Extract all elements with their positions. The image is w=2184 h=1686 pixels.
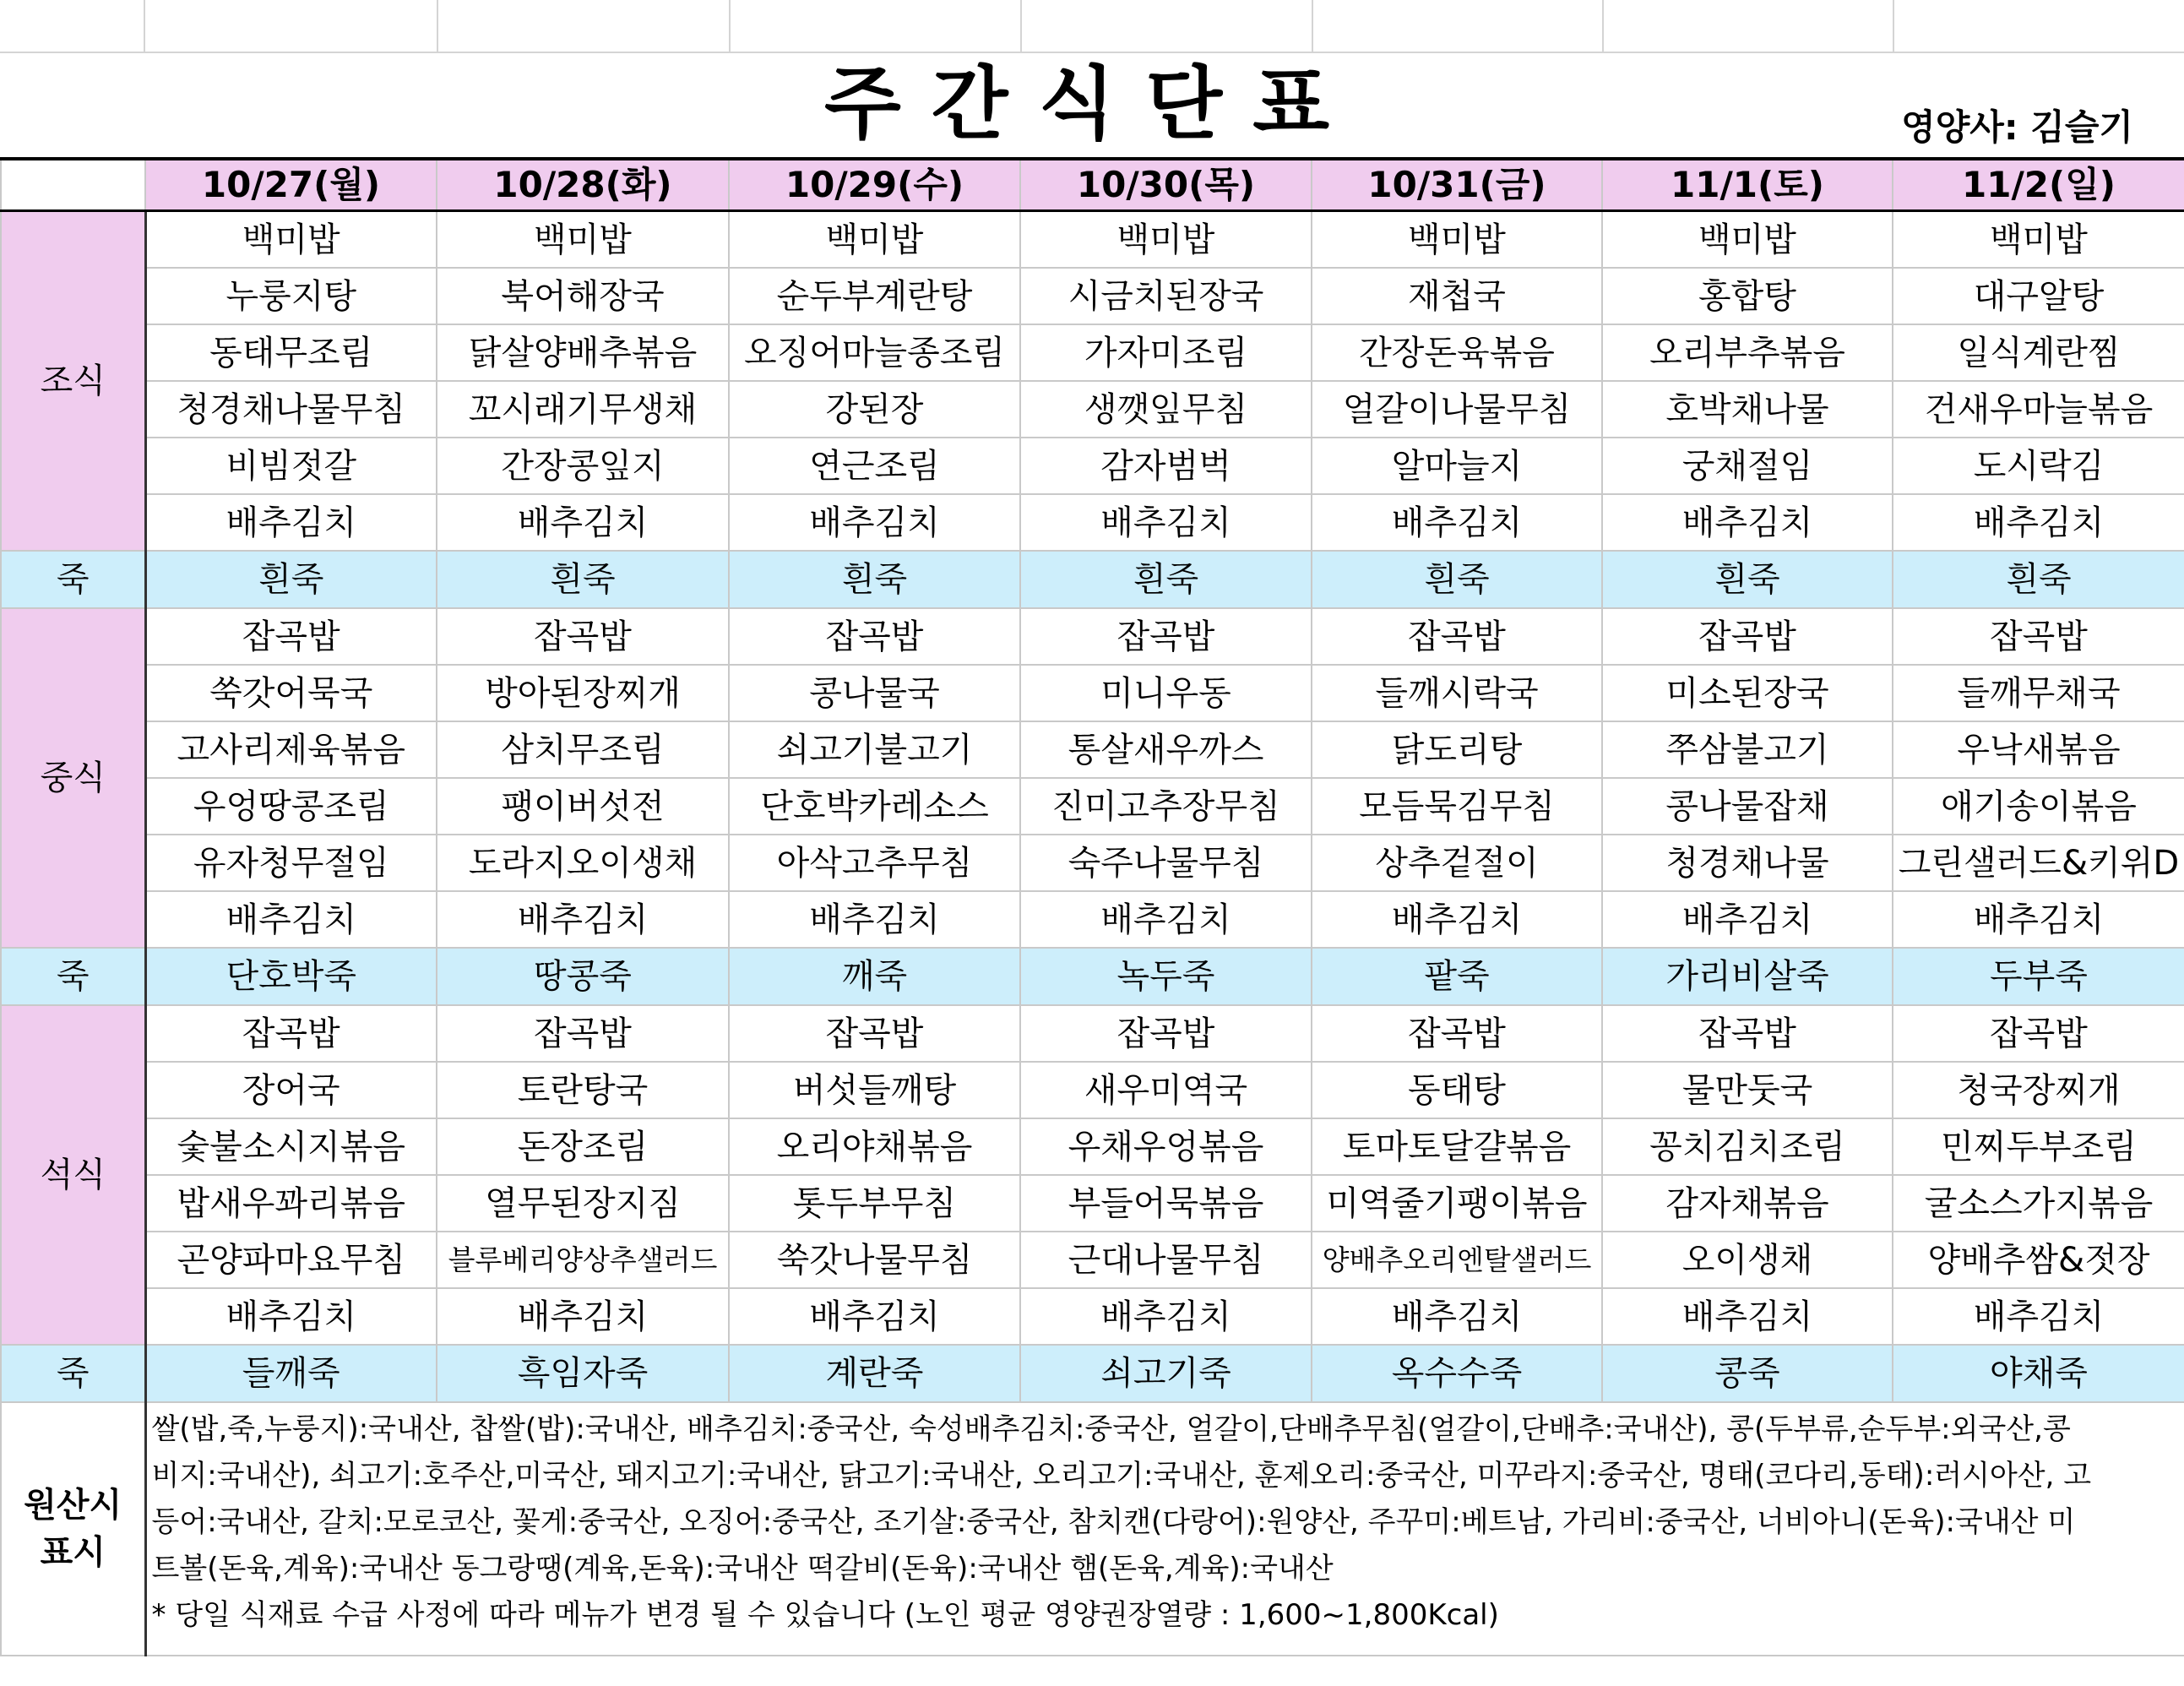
dinner-row <box>1 1232 2184 1288</box>
origin-label <box>1 1402 145 1656</box>
menu-item: 양배추쌈&젓장 <box>1893 1232 2184 1288</box>
menu-item: 닭도리탕 <box>1312 721 1602 778</box>
menu-item: 백미밥 <box>1312 211 1602 269</box>
dinner-juk-row <box>1 1345 2184 1402</box>
menu-item: 배추김치 <box>729 891 1020 948</box>
menu-item: 쑥갓나물무침 <box>729 1232 1020 1288</box>
menu-item: 청경채나물 <box>1602 835 1893 891</box>
menu-item: 백미밥 <box>729 211 1020 269</box>
menu-item: 유자청무절임 <box>145 835 437 891</box>
menu-item: 백미밥 <box>145 211 437 269</box>
origin-text <box>145 1402 2184 1656</box>
lunch-row <box>1 665 2184 721</box>
juk-item: 흰죽 <box>145 551 437 608</box>
menu-item: 재첩국 <box>1312 268 1602 324</box>
menu-item: 잡곡밥 <box>1602 1005 1893 1062</box>
menu-item: 숙주나물무침 <box>1020 835 1312 891</box>
menu-item: 방아된장찌개 <box>437 665 729 721</box>
menu-item: 잡곡밥 <box>1893 608 2184 665</box>
menu-item: 잡곡밥 <box>1020 608 1312 665</box>
menu-item: 잡곡밥 <box>1312 608 1602 665</box>
origin-label-line: 표시 <box>40 1533 106 1572</box>
lunch-row <box>1 835 2184 891</box>
menu-item: 시금치된장국 <box>1020 268 1312 324</box>
juk-item: 들깨죽 <box>145 1345 437 1402</box>
day-header: 10/31(금) <box>1312 159 1602 211</box>
menu-item: 배추김치 <box>1602 891 1893 948</box>
menu-item: 배추김치 <box>1312 891 1602 948</box>
menu-item: 버섯들깨탕 <box>729 1062 1020 1118</box>
menu-item: 양배추오리엔탈샐러드 <box>1312 1232 1602 1288</box>
juk-item: 계란죽 <box>729 1345 1020 1402</box>
menu-item: 백미밥 <box>1893 211 2184 269</box>
menu-item: 꼬시래기무생채 <box>437 381 729 438</box>
menu-item: 물만둣국 <box>1602 1062 1893 1118</box>
lunch-label: 중식 <box>1 608 145 948</box>
dinner-row <box>1 1288 2184 1345</box>
menu-item: 배추김치 <box>145 1288 437 1345</box>
menu-item: 근대나물무침 <box>1020 1232 1312 1288</box>
menu-item: 배추김치 <box>1893 891 2184 948</box>
menu-item: 통살새우까스 <box>1020 721 1312 778</box>
juk-item: 땅콩죽 <box>437 948 729 1005</box>
juk-item: 두부죽 <box>1893 948 2184 1005</box>
menu-item: 고사리제육볶음 <box>145 721 437 778</box>
menu-item: 배추김치 <box>437 891 729 948</box>
juk-item: 흑임자죽 <box>437 1345 729 1402</box>
juk-item: 가리비살죽 <box>1602 948 1893 1005</box>
page-title: 주간식단표 <box>823 58 1361 150</box>
menu-item: 토마토달걀볶음 <box>1312 1118 1602 1175</box>
menu-item: 호박채나물 <box>1602 381 1893 438</box>
menu-item: 일식계란찜 <box>1893 324 2184 381</box>
menu-item: 톳두부무침 <box>729 1175 1020 1232</box>
menu-item: 애기송이볶음 <box>1893 778 2184 835</box>
menu-item: 간장콩잎지 <box>437 438 729 494</box>
menu-item: 미니우동 <box>1020 665 1312 721</box>
menu-item: 얼갈이나물무침 <box>1312 381 1602 438</box>
menu-item: 꽁치김치조림 <box>1602 1118 1893 1175</box>
day-header: 11/2(일) <box>1893 159 2184 211</box>
menu-item: 모듬묵김무침 <box>1312 778 1602 835</box>
menu-item: 오이생채 <box>1602 1232 1893 1288</box>
menu-item: 동태무조림 <box>145 324 437 381</box>
menu-item: 청국장찌개 <box>1893 1062 2184 1118</box>
menu-item: 새우미역국 <box>1020 1062 1312 1118</box>
breakfast-label: 조식 <box>1 211 145 552</box>
origin-row <box>1 1402 2184 1656</box>
menu-item: 배추김치 <box>1602 494 1893 551</box>
lunch-juk-row <box>1 948 2184 1005</box>
menu-item: 백미밥 <box>437 211 729 269</box>
menu-item: 잡곡밥 <box>1312 1005 1602 1062</box>
menu-item: 배추김치 <box>1312 1288 1602 1345</box>
menu-item: 열무된장지짐 <box>437 1175 729 1232</box>
menu-item: 콩나물잡채 <box>1602 778 1893 835</box>
menu-item: 배추김치 <box>729 494 1020 551</box>
origin-line: 등어:국내산, 갈치:모로코산, 꽃게:중국산, 오징어:중국산, 조기살:중국산, 참치캔(다랑어):원양산, 주꾸미:베트남, 가리비:중국산, 너비아니(돈육):국내산 미 <box>151 1505 2076 1539</box>
menu-item: 잡곡밥 <box>145 1005 437 1062</box>
menu-item: 들깨무채국 <box>1893 665 2184 721</box>
menu-item: 미역줄기팽이볶음 <box>1312 1175 1602 1232</box>
menu-item: 돈장조림 <box>437 1118 729 1175</box>
juk-item: 흰죽 <box>1893 551 2184 608</box>
menu-item: 배추김치 <box>437 494 729 551</box>
corner-cell <box>1 159 145 211</box>
breakfast-juk-row <box>1 551 2184 608</box>
juk-item: 흰죽 <box>1020 551 1312 608</box>
juk-item: 깨죽 <box>729 948 1020 1005</box>
menu-item: 숯불소시지볶음 <box>145 1118 437 1175</box>
dinner-row <box>1 1175 2184 1232</box>
dinner-row <box>1 1118 2184 1175</box>
menu-item: 그린샐러드&키위D <box>1893 835 2184 891</box>
menu-item: 가자미조림 <box>1020 324 1312 381</box>
menu-item: 삼치무조림 <box>437 721 729 778</box>
weekly-menu-table <box>0 157 2184 1656</box>
menu-item: 잡곡밥 <box>1893 1005 2184 1062</box>
menu-item: 청경채나물무침 <box>145 381 437 438</box>
menu-change-note: * 당일 식재료 수급 사정에 따라 메뉴가 변경 될 수 있습니다 (노인 평균 영양권장열량 : 1,600~1,800Kcal) <box>151 1598 1499 1632</box>
menu-item: 쑥갓어묵국 <box>145 665 437 721</box>
juk-item: 야채죽 <box>1893 1345 2184 1402</box>
menu-item: 연근조림 <box>729 438 1020 494</box>
menu-item: 잡곡밥 <box>729 1005 1020 1062</box>
menu-item: 장어국 <box>145 1062 437 1118</box>
menu-item: 잡곡밥 <box>1020 1005 1312 1062</box>
menu-item: 배추김치 <box>1893 1288 2184 1345</box>
breakfast-row <box>1 268 2184 324</box>
nutritionist-label: 영양사: 김슬기 <box>1901 106 2133 148</box>
day-header: 10/30(목) <box>1020 159 1312 211</box>
menu-item: 배추김치 <box>145 891 437 948</box>
menu-item: 강된장 <box>729 381 1020 438</box>
menu-item: 배추김치 <box>729 1288 1020 1345</box>
menu-item: 잡곡밥 <box>437 608 729 665</box>
menu-item: 토란탕국 <box>437 1062 729 1118</box>
menu-item: 상추겉절이 <box>1312 835 1602 891</box>
day-header: 10/29(수) <box>729 159 1020 211</box>
menu-item: 궁채절임 <box>1602 438 1893 494</box>
menu-item: 잡곡밥 <box>437 1005 729 1062</box>
menu-item: 간장돈육볶음 <box>1312 324 1602 381</box>
menu-item: 콩나물국 <box>729 665 1020 721</box>
menu-item: 홍합탕 <box>1602 268 1893 324</box>
breakfast-row <box>1 381 2184 438</box>
menu-item: 배추김치 <box>1893 494 2184 551</box>
menu-item: 오리부추볶음 <box>1602 324 1893 381</box>
menu-item: 우낙새볶음 <box>1893 721 2184 778</box>
menu-item: 오징어마늘종조림 <box>729 324 1020 381</box>
breakfast-row <box>1 494 2184 551</box>
menu-item: 북어해장국 <box>437 268 729 324</box>
dinner-row <box>1 1062 2184 1118</box>
origin-label-line: 원산시 <box>24 1486 122 1525</box>
menu-item: 곤양파마요무침 <box>145 1232 437 1288</box>
menu-item: 오리야채볶음 <box>729 1118 1020 1175</box>
menu-item: 건새우마늘볶음 <box>1893 381 2184 438</box>
menu-item: 도라지오이생채 <box>437 835 729 891</box>
menu-item: 비빔젓갈 <box>145 438 437 494</box>
day-header: 10/28(화) <box>437 159 729 211</box>
juk-item: 흰죽 <box>1602 551 1893 608</box>
menu-item: 쭈삼불고기 <box>1602 721 1893 778</box>
breakfast-row <box>1 324 2184 381</box>
menu-item: 블루베리양상추샐러드 <box>437 1232 729 1288</box>
juk-item: 흰죽 <box>729 551 1020 608</box>
menu-item: 동태탕 <box>1312 1062 1602 1118</box>
origin-line: 쌀(밥,죽,누룽지):국내산, 찹쌀(밥):국내산, 배추김치:중국산, 숙성배추김치:중국산, 얼갈이,단배추무침(얼갈이,단배추:국내산), 콩(두부류,순두부:외국산,콩 <box>151 1412 2071 1446</box>
juk-item: 흰죽 <box>437 551 729 608</box>
menu-item: 백미밥 <box>1602 211 1893 269</box>
menu-item: 감자범벅 <box>1020 438 1312 494</box>
menu-item: 잡곡밥 <box>729 608 1020 665</box>
juk-item: 콩죽 <box>1602 1345 1893 1402</box>
menu-item: 들깨시락국 <box>1312 665 1602 721</box>
menu-item: 잡곡밥 <box>1602 608 1893 665</box>
menu-item: 팽이버섯전 <box>437 778 729 835</box>
menu-item: 배추김치 <box>1020 494 1312 551</box>
lunch-row <box>1 721 2184 778</box>
menu-item: 잡곡밥 <box>145 608 437 665</box>
juk-item: 쇠고기죽 <box>1020 1345 1312 1402</box>
dinner-row <box>1 1005 2184 1062</box>
day-header-row <box>1 159 2184 211</box>
menu-item: 생깻잎무침 <box>1020 381 1312 438</box>
juk-label: 죽 <box>1 948 145 1005</box>
juk-item: 녹두죽 <box>1020 948 1312 1005</box>
breakfast-row <box>1 211 2184 269</box>
menu-item: 누룽지탕 <box>145 268 437 324</box>
juk-item: 단호박죽 <box>145 948 437 1005</box>
lunch-row <box>1 778 2184 835</box>
menu-item: 우엉땅콩조림 <box>145 778 437 835</box>
dinner-label: 석식 <box>1 1005 145 1345</box>
menu-item: 배추김치 <box>1602 1288 1893 1345</box>
menu-item: 감자채볶음 <box>1602 1175 1893 1232</box>
menu-item: 미소된장국 <box>1602 665 1893 721</box>
juk-label: 죽 <box>1 551 145 608</box>
menu-item: 배추김치 <box>1020 1288 1312 1345</box>
menu-item: 아삭고추무침 <box>729 835 1020 891</box>
menu-item: 배추김치 <box>1020 891 1312 948</box>
breakfast-row <box>1 438 2184 494</box>
day-header: 10/27(월) <box>145 159 437 211</box>
day-header: 11/1(토) <box>1602 159 1893 211</box>
menu-item: 알마늘지 <box>1312 438 1602 494</box>
menu-item: 배추김치 <box>145 494 437 551</box>
menu-item: 굴소스가지볶음 <box>1893 1175 2184 1232</box>
juk-item: 옥수수죽 <box>1312 1345 1602 1402</box>
spreadsheet-top-strip <box>0 0 2184 53</box>
menu-item: 배추김치 <box>1312 494 1602 551</box>
menu-item: 민찌두부조림 <box>1893 1118 2184 1175</box>
menu-item: 순두부계란탕 <box>729 268 1020 324</box>
menu-item: 도시락김 <box>1893 438 2184 494</box>
menu-item: 배추김치 <box>437 1288 729 1345</box>
menu-item: 진미고추장무침 <box>1020 778 1312 835</box>
juk-label: 죽 <box>1 1345 145 1402</box>
origin-line: 트볼(돈육,계육):국내산 동그랑땡(계육,돈육):국내산 떡갈비(돈육):국내산 햄(돈육,계육):국내산 <box>151 1552 1334 1585</box>
menu-item: 밥새우꽈리볶음 <box>145 1175 437 1232</box>
lunch-row <box>1 608 2184 665</box>
lunch-row <box>1 891 2184 948</box>
menu-item: 백미밥 <box>1020 211 1312 269</box>
juk-item: 팥죽 <box>1312 948 1602 1005</box>
menu-item: 단호박카레소스 <box>729 778 1020 835</box>
menu-item: 우채우엉볶음 <box>1020 1118 1312 1175</box>
menu-item: 쇠고기불고기 <box>729 721 1020 778</box>
menu-item: 닭살양배추볶음 <box>437 324 729 381</box>
origin-line: 비지:국내산), 쇠고기:호주산,미국산, 돼지고기:국내산, 닭고기:국내산, 오리고기:국내산, 훈제오리:중국산, 미꾸라지:중국산, 명태(코다리,동태):러시아산, 고 <box>151 1459 2092 1493</box>
menu-item: 대구알탕 <box>1893 268 2184 324</box>
menu-item: 부들어묵볶음 <box>1020 1175 1312 1232</box>
juk-item: 흰죽 <box>1312 551 1602 608</box>
